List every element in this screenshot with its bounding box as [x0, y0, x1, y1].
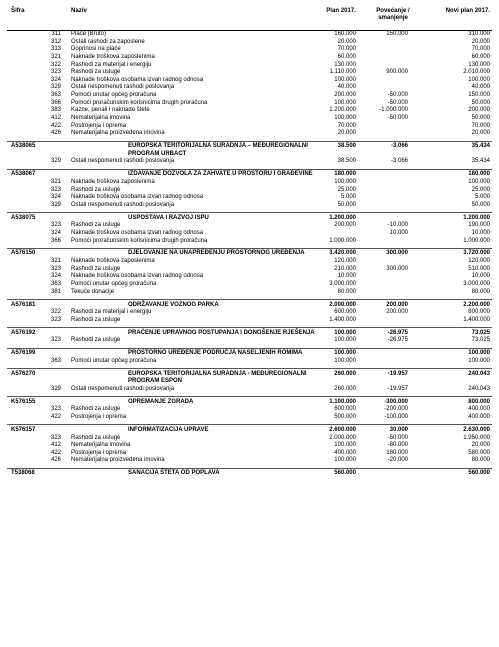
row-plan: 1.200.000	[329, 214, 356, 221]
section-row	[7, 212, 492, 222]
row-change: 200.000	[386, 301, 408, 308]
row-name: Nematerijalna proizvedena imovina	[71, 457, 165, 464]
section-row	[7, 169, 492, 179]
row-name: Postrojenja i oprema	[71, 122, 127, 129]
table-row	[7, 450, 492, 458]
row-name: Rashodi za usluge	[71, 69, 121, 76]
row-new-plan: 800.000	[468, 309, 490, 316]
row-change: -19.957	[387, 385, 408, 392]
row-code: 426	[50, 457, 61, 464]
row-plan: 38.500	[337, 143, 356, 150]
row-plan: 210.000	[334, 265, 356, 272]
row-code: 363	[50, 281, 61, 288]
row-change: 150.000	[386, 31, 408, 37]
row-name: Naknade troškova osobama izvan radnog odnosa	[71, 76, 204, 83]
table-row	[7, 84, 492, 92]
row-change: -200.000	[384, 406, 408, 413]
row-name: Ostali nespomenuti rashodi poslovanja	[71, 158, 175, 165]
header-plan: Plan 2017.	[326, 7, 356, 14]
row-name: Pomoći proračunskim korisnicima drugih proračuna	[71, 99, 208, 106]
row-code: 422	[50, 449, 61, 456]
row-name: Pomoći unutar općeg proračuna	[71, 357, 157, 364]
row-plan: 180.000	[334, 171, 356, 178]
row-code: A576270	[11, 370, 36, 377]
table-row	[7, 77, 492, 85]
row-plan: 2.000.000	[329, 434, 356, 441]
row-change: 300.000	[386, 250, 408, 257]
row-code: A538075	[11, 214, 36, 221]
row-name: IZDAVANJE DOZVOLA ZA ZAHVATE U PROSTORU I GRAĐEVINE	[128, 171, 313, 178]
row-name: Naknade troškova zaposlenima	[71, 178, 155, 185]
row-new-plan: 20.000	[471, 130, 490, 137]
row-code: 426	[50, 130, 61, 137]
row-change: -100.000	[384, 414, 408, 421]
section-row	[7, 299, 492, 309]
row-new-plan: 1.200.000	[463, 214, 490, 221]
row-change: -26.975	[387, 329, 408, 336]
row-plan: 3.000.000	[329, 281, 356, 288]
row-new-plan: 580.000	[468, 449, 490, 456]
table-header	[7, 6, 492, 31]
row-plan: 2.600.000	[329, 426, 356, 433]
row-name: USPOSTAVA I RAZVOJ ISPU	[128, 214, 209, 221]
table-row	[7, 222, 492, 230]
row-code: A576181	[11, 301, 36, 308]
row-new-plan: 3.720.000	[463, 250, 490, 257]
row-new-plan: 100.000	[468, 178, 490, 185]
row-name: Rashodi za usluge	[71, 265, 121, 272]
row-code: 322	[50, 309, 61, 316]
table-row	[7, 258, 492, 266]
row-plan: 200.000	[334, 92, 356, 99]
table-body	[7, 31, 492, 478]
row-name: Rashodi za usluge	[71, 222, 121, 229]
section-row	[7, 248, 492, 258]
row-change: -26.975	[387, 337, 408, 344]
row-new-plan: 1.000.000	[463, 237, 490, 244]
row-new-plan: 560.000	[468, 470, 490, 477]
row-code: 323	[50, 186, 61, 193]
row-code: 363	[50, 92, 61, 99]
row-change: -50.000	[387, 99, 408, 106]
row-name: Naknade troškova zaposlenima	[71, 53, 155, 60]
row-new-plan: 2.630.000	[463, 426, 490, 433]
row-plan: 600.000	[334, 406, 356, 413]
row-name: OPREMANJE ZGRADA	[128, 398, 194, 405]
table-row	[7, 309, 492, 317]
row-plan: 1.110.000	[329, 69, 356, 76]
section-row	[7, 424, 492, 434]
row-change: -20.000	[387, 457, 408, 464]
row-change: 10.000	[389, 230, 408, 236]
row-new-plan: 240.043	[468, 385, 490, 392]
row-name: EUROPSKA TERITORIJALNA SURADNJA – MEĐUREGIONALNI PROGRAM URBACT	[128, 143, 308, 157]
row-new-plan: 2.010.000	[463, 69, 490, 76]
row-new-plan: 130.000	[468, 61, 490, 68]
row-code: 412	[50, 115, 61, 122]
row-plan: 1.400.000	[329, 316, 356, 323]
row-code: 311	[51, 31, 61, 37]
row-code: 321	[50, 178, 61, 185]
row-name: Pomoći unutar općeg proračuna	[71, 281, 157, 288]
row-plan: 5.000	[340, 194, 356, 201]
row-change: -1.000.000	[379, 107, 408, 114]
row-name: Kazne, penali i naknade štete	[71, 107, 150, 114]
row-code: K576157	[11, 426, 36, 433]
row-name: Rashodi za usluge	[71, 434, 121, 441]
table-row	[7, 406, 492, 414]
section-row	[7, 327, 492, 337]
row-plan: 400.000	[334, 449, 356, 456]
table-row	[7, 179, 492, 187]
row-plan: 260.000	[334, 370, 356, 377]
table-row	[7, 62, 492, 70]
row-new-plan: 1.400.000	[463, 316, 490, 323]
row-plan: 100.000	[334, 99, 356, 106]
row-code: 329	[50, 201, 61, 208]
row-change: -50.000	[387, 434, 408, 441]
row-new-plan: 100.000	[468, 76, 490, 83]
row-name: Rashodi za usluge	[71, 316, 121, 323]
row-code: 381	[50, 288, 61, 295]
row-plan: 100.000	[334, 357, 356, 364]
row-new-plan: 25.000	[471, 186, 490, 193]
row-name: INFORMATIZACIJA UPRAVE	[128, 426, 209, 433]
table-row	[7, 31, 492, 39]
table-row	[7, 386, 492, 394]
section-row	[7, 368, 492, 386]
row-code: 323	[50, 434, 61, 441]
section-row	[7, 468, 492, 478]
table-row	[7, 194, 492, 202]
row-plan: 80.000	[337, 288, 356, 295]
row-plan: 1.100.000	[329, 398, 356, 405]
table-row	[7, 230, 492, 238]
row-plan: 160.000	[334, 31, 356, 37]
row-name: PRAĆENJE UPRAVNOG POSTUPANJA I DONOŠENJE RJEŠENJA	[128, 329, 315, 336]
row-name: Nematerijalna imovina	[71, 442, 131, 449]
row-change: -80.000	[387, 442, 408, 449]
row-code: 323	[50, 265, 61, 272]
row-new-plan: 73.025	[471, 329, 490, 336]
row-code: 363	[50, 357, 61, 364]
row-new-plan: 120.000	[468, 258, 490, 265]
row-plan: 70.000	[337, 122, 356, 129]
row-change: -50.000	[387, 92, 408, 99]
row-new-plan: 180.000	[468, 171, 490, 178]
row-new-plan: 190.000	[468, 222, 490, 229]
row-plan: 100.000	[334, 329, 356, 336]
row-code: 313	[50, 46, 61, 53]
row-name: ODRŽAVANJE VOZNOG PARKA	[128, 301, 219, 308]
row-change: -10.000	[387, 222, 408, 229]
table-row	[7, 317, 492, 325]
table-row	[7, 158, 492, 166]
row-code: 422	[50, 122, 61, 129]
header-code: Šifra	[11, 7, 25, 14]
row-plan: 40.000	[337, 84, 356, 91]
row-name: Nematerijalna proizvedena imovina	[71, 130, 165, 137]
row-code: 324	[50, 194, 61, 201]
row-name: Rashodi za materijal i energiju	[71, 309, 152, 316]
table-row	[7, 100, 492, 108]
row-name: Rashodi za materijal i energiju	[71, 61, 152, 68]
row-new-plan: 80.000	[471, 457, 490, 464]
row-name: Rashodi za usluge	[71, 337, 121, 344]
row-name: Tekuće donacije	[71, 288, 115, 295]
row-code: 321	[50, 53, 61, 60]
row-plan: 100.000	[334, 442, 356, 449]
row-plan: 100.000	[334, 457, 356, 464]
table-row	[7, 187, 492, 195]
row-plan: 20.000	[337, 130, 356, 137]
row-new-plan: 70.000	[471, 122, 490, 129]
row-name: Nematerijalna imovina	[71, 115, 131, 122]
row-new-plan: 35.434	[471, 143, 490, 150]
row-plan: 20.000	[337, 38, 356, 45]
row-new-plan: 800.000	[468, 398, 490, 405]
table-row	[7, 46, 492, 54]
table-row	[7, 54, 492, 62]
row-code: T538068	[11, 470, 35, 477]
row-plan: 100.000	[334, 178, 356, 185]
row-new-plan: 50.000	[471, 99, 490, 106]
table-row	[7, 358, 492, 366]
row-code: A538067	[11, 171, 36, 178]
table-row	[7, 273, 492, 281]
header-name: Naziv	[71, 7, 87, 14]
row-code: K576155	[11, 398, 36, 405]
table-row	[7, 69, 492, 77]
header-new-plan: Novi plan 2017.	[445, 7, 490, 14]
table-row	[7, 202, 492, 210]
table-row	[7, 442, 492, 450]
row-name: Ostali nespomenuti rashodi poslovanja	[71, 201, 175, 208]
row-new-plan: 2.200.000	[463, 301, 490, 308]
row-new-plan: 5.000	[474, 194, 490, 201]
row-code: 323	[50, 69, 61, 76]
row-code: 323	[50, 316, 61, 323]
row-plan: 3.420.000	[329, 250, 356, 257]
row-change: 30.000	[389, 426, 408, 433]
row-code: 366	[50, 237, 61, 244]
row-name: Ostali nespomenuti rashodi poslovanja	[71, 385, 175, 392]
row-code: A538065	[11, 143, 36, 150]
row-new-plan: 100.000	[468, 357, 490, 364]
table-row	[7, 435, 492, 443]
row-plan: 60.000	[337, 53, 356, 60]
row-name: Pomoći proračunskim korisnicima drugih proračuna	[71, 237, 208, 244]
row-plan: 1.200.000	[329, 107, 356, 114]
row-change: -19.957	[387, 370, 408, 377]
row-change: 300.000	[386, 265, 408, 272]
row-plan: 130.000	[334, 61, 356, 68]
row-new-plan: 20.000	[471, 442, 490, 449]
row-plan: 50.000	[337, 201, 356, 208]
row-code: 329	[50, 84, 61, 91]
row-plan: 100.000	[334, 115, 356, 122]
row-name: PROSTORNO UREĐENJE PODRUČJA NASELJENIH ROMIMA	[128, 350, 303, 357]
row-code: 324	[50, 76, 61, 83]
row-new-plan: 1.950.000	[463, 434, 490, 441]
row-name: Plaće (Bruto)	[71, 31, 107, 37]
row-plan: 500.000	[334, 414, 356, 421]
row-code: 422	[50, 414, 61, 421]
row-name: Rashodi za usluge	[71, 186, 121, 193]
row-plan: 70.000	[337, 46, 356, 53]
row-new-plan: 100.000	[468, 350, 490, 357]
row-new-plan: 50.000	[471, 115, 490, 122]
table-row	[7, 281, 492, 289]
row-plan: 100.000	[334, 337, 356, 344]
row-new-plan: 50.000	[471, 201, 490, 208]
row-code: A576192	[11, 329, 36, 336]
row-code: 324	[50, 273, 61, 280]
row-name: Postrojenja i oprema	[71, 414, 127, 421]
row-name: Rashodi za usluge	[71, 406, 121, 413]
row-code: A576150	[11, 250, 36, 257]
row-name: Postrojenja i oprema	[71, 449, 127, 456]
row-name: DJELOVANJE NA UNAPREĐENJU PROSTORNOG UREĐENJA	[128, 250, 305, 257]
section-row	[7, 348, 492, 358]
row-plan: 600.000	[334, 309, 356, 316]
table-row	[7, 107, 492, 115]
table-row	[7, 337, 492, 345]
row-plan: 1.000.000	[329, 237, 356, 244]
row-new-plan: 400.000	[468, 406, 490, 413]
table-row	[7, 130, 492, 138]
row-new-plan: 240.043	[468, 370, 490, 377]
table-row	[7, 115, 492, 123]
row-new-plan: 20.000	[471, 38, 490, 45]
row-name: Naknade troškova osobama izvan radnog odnosa	[71, 273, 204, 280]
row-change: 180.000	[386, 449, 408, 456]
row-new-plan: 3.000.000	[463, 281, 490, 288]
table-row	[7, 457, 492, 465]
row-new-plan: 60.000	[471, 53, 490, 60]
row-new-plan: 40.000	[471, 84, 490, 91]
row-new-plan: 400.000	[468, 414, 490, 421]
row-change: -50.000	[387, 115, 408, 122]
row-new-plan: 35.434	[471, 158, 490, 165]
row-change: -3.066	[390, 143, 408, 150]
row-code: 312	[50, 38, 61, 45]
row-code: 323	[50, 337, 61, 344]
section-row	[7, 141, 492, 159]
row-name: Pomoći unutar općeg proračuna	[71, 92, 157, 99]
row-plan: 10.000	[337, 273, 356, 280]
section-row	[7, 396, 492, 406]
row-change: -300.000	[384, 398, 408, 405]
table-row	[7, 123, 492, 131]
row-new-plan: 10.000	[471, 230, 490, 236]
row-new-plan: 150.000	[468, 92, 490, 99]
row-name: Naknade troškova osobama izvan radnog odnosa	[71, 230, 204, 236]
row-new-plan: 80.000	[471, 288, 490, 295]
row-name: Doprinosi na plaće	[71, 46, 121, 53]
row-code: A576199	[11, 350, 36, 357]
row-plan: 25.000	[337, 186, 356, 193]
table-row	[7, 39, 492, 47]
row-plan: 38.500	[337, 158, 356, 165]
table-row	[7, 266, 492, 274]
header-change: Povećanje / smanjenje	[376, 7, 410, 21]
row-name: EUROPSKA TERITORIJALNA SURADNJA - MEĐUREGIONALNI PROGRAM ESPON	[128, 370, 307, 385]
row-plan: 120.000	[334, 258, 356, 265]
row-plan: 100.000	[334, 76, 356, 83]
row-code: 323	[50, 222, 61, 229]
row-name: Ostali rashodi za zaposlene	[71, 38, 145, 45]
row-name: Naknade troškova osobama izvan radnog odnosa	[71, 194, 204, 201]
row-plan: 200.000	[334, 222, 356, 229]
row-code: 329	[50, 158, 61, 165]
row-new-plan: 510.000	[468, 265, 490, 272]
row-code: 323	[50, 406, 61, 413]
row-plan: 100.000	[334, 350, 356, 357]
table-row	[7, 92, 492, 100]
row-code: 329	[50, 385, 61, 392]
row-code: 322	[50, 61, 61, 68]
row-change: 200.000	[386, 309, 408, 316]
row-name: Naknade troškova zaposlenima	[71, 258, 155, 265]
row-name: Ostali nespomenuti rashodi poslovanja	[71, 84, 175, 91]
row-new-plan: 70.000	[471, 46, 490, 53]
row-code: 366	[50, 99, 61, 106]
row-code: 412	[50, 442, 61, 449]
row-plan: 560.000	[334, 470, 356, 477]
table-row	[7, 289, 492, 297]
row-change: 900.000	[386, 69, 408, 76]
row-name: SANACIJA ŠTETA OD POPLAVA	[128, 470, 220, 477]
row-code: 321	[50, 258, 61, 265]
row-plan: 260.000	[334, 385, 356, 392]
row-new-plan: 310.000	[468, 31, 490, 37]
row-plan: 2.000.000	[329, 301, 356, 308]
row-code: 324	[50, 230, 61, 236]
row-change: -3.066	[390, 158, 408, 165]
table-row	[7, 414, 492, 422]
row-new-plan: 73.025	[471, 337, 490, 344]
row-code: 383	[50, 107, 61, 114]
row-new-plan: 200.000	[468, 107, 490, 114]
row-new-plan: 10.000	[471, 273, 490, 280]
table-row	[7, 238, 492, 246]
